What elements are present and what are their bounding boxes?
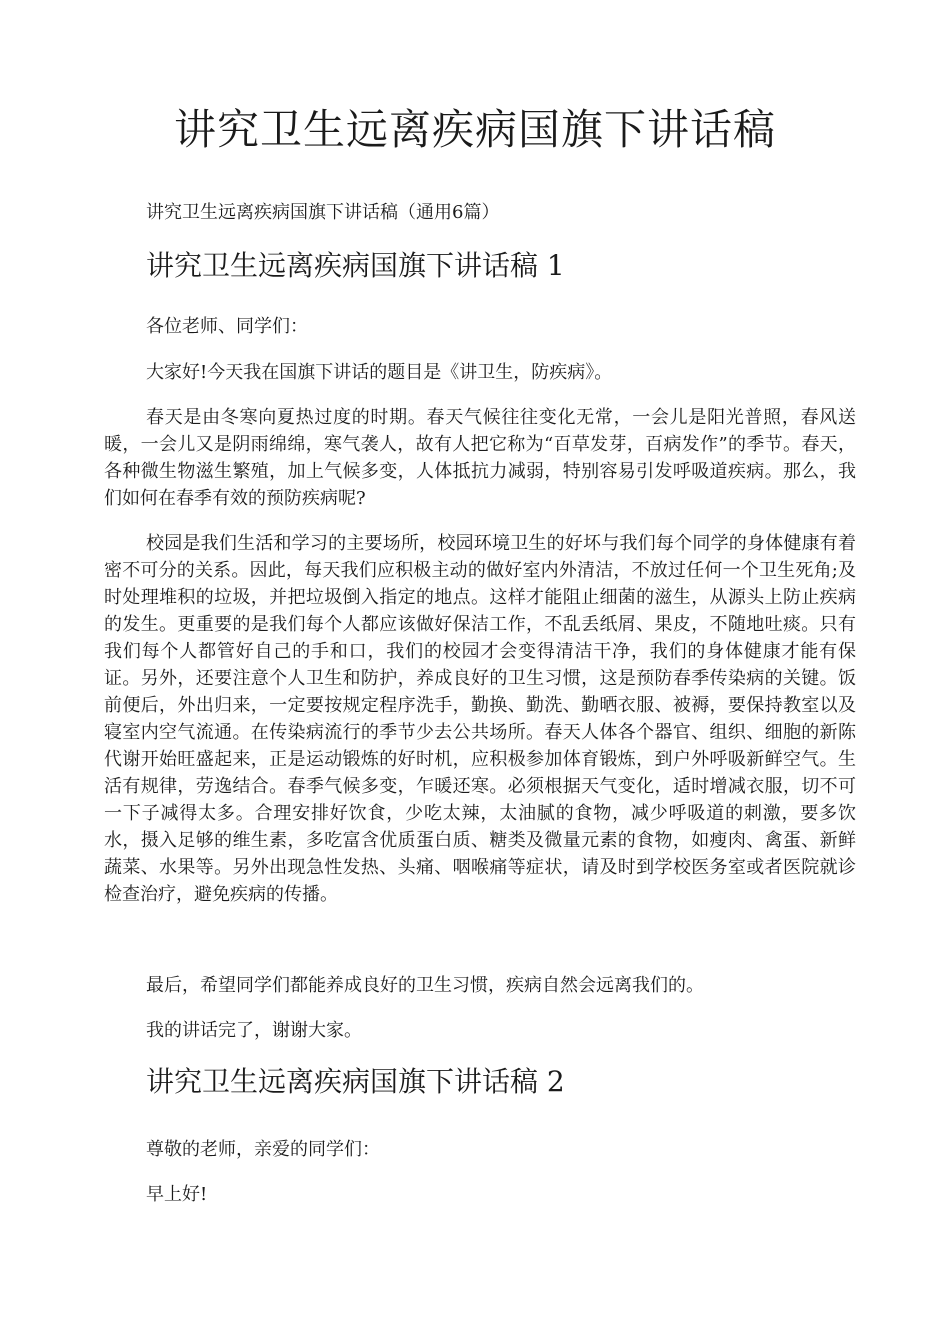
section-1-paragraph-1: 春天是由冬寒向夏热过度的时期。春天气候往往变化无常，一会儿是阳光普照，春风送暖，一会儿又是阴雨绵绵，寒气袭人，故有人把它称为“百草发芽，百病发作”的季节。春天，各种微生物滋生繁殖，加上气候多变，人体抵抗力减弱，特别容易引发呼吸道疾病。那么，我们如何在春季有效的预防疾病呢?	[104, 407, 856, 509]
document-title: 讲究卫生远离疾病国旗下讲话稿	[173, 105, 776, 154]
section-1-closing-2: 我的讲话完了，谢谢大家。	[146, 1020, 362, 1041]
section-1-closing-1: 最后，希望同学们都能养成良好的卫生习惯，疾病自然会远离我们的。	[146, 975, 704, 996]
section-1-greeting: 各位老师、同学们：	[146, 316, 308, 337]
section-2-greeting: 尊敬的老师，亲爱的同学们：	[146, 1139, 380, 1160]
section-1-opening: 大家好!今天我在国旗下讲话的题目是《讲卫生，防疾病》。	[146, 362, 613, 383]
section-heading-2: 讲究卫生远离疾病国旗下讲话稿 2	[146, 1065, 565, 1098]
document-subtitle: 讲究卫生远离疾病国旗下讲话稿（通用6篇）	[146, 202, 500, 223]
section-heading-1: 讲究卫生远离疾病国旗下讲话稿 1	[146, 249, 565, 282]
section-2-opening: 早上好!	[146, 1184, 208, 1205]
section-1-paragraph-2: 校园是我们生活和学习的主要场所，校园环境卫生的好坏与我们每个同学的身体健康有着密不可分的关系。因此，每天我们应积极主动的做好室内外清洁，不放过任何一个卫生死角;及时处理堆积的垃圾，并把垃圾倒入指定的地点。这样才能阻止细菌的滋生，从源头上防止疾病的发生。更重要的是我们每个人都应该做好保洁工作，不乱丢纸屑、果皮，不随地吐痰。只有我们每个人都管好自己的手和口，我们的校园才会变得清洁干净，我们的身体健康才能有保证。另外，还要注意个人卫生和防护，养成良好的卫生习惯，这是预防春季传染病的关键。饭前便后，外出归来，一定要按规定程序洗手，勤换、勤洗、勤晒衣服、被褥，要保持教室以及寝室内空气流通。在传染病流行的季节少去公共场所。春天人体各个器官、组织、细胞的新陈代谢开始旺盛起来，正是运动锻炼的好时机，应积极参加体育锻炼，到户外呼吸新鲜空气。生活有规律，劳逸结合。春季气候多变，乍暖还寒。必须根据天气变化，适时增减衣服，切不可一下子减得太多。合理安排好饮食，少吃太辣，太油腻的食物，减少呼吸道的刺激，要多饮水，摄入足够的维生素，多吃富含优质蛋白质、糖类及微量元素的食物，如瘦肉、禽蛋、新鲜蔬菜、水果等。另外出现急性发热、头痛、咽喉痛等症状，请及时到学校医务室或者医院就诊检查治疗，避免疾病的传播。	[104, 533, 856, 905]
